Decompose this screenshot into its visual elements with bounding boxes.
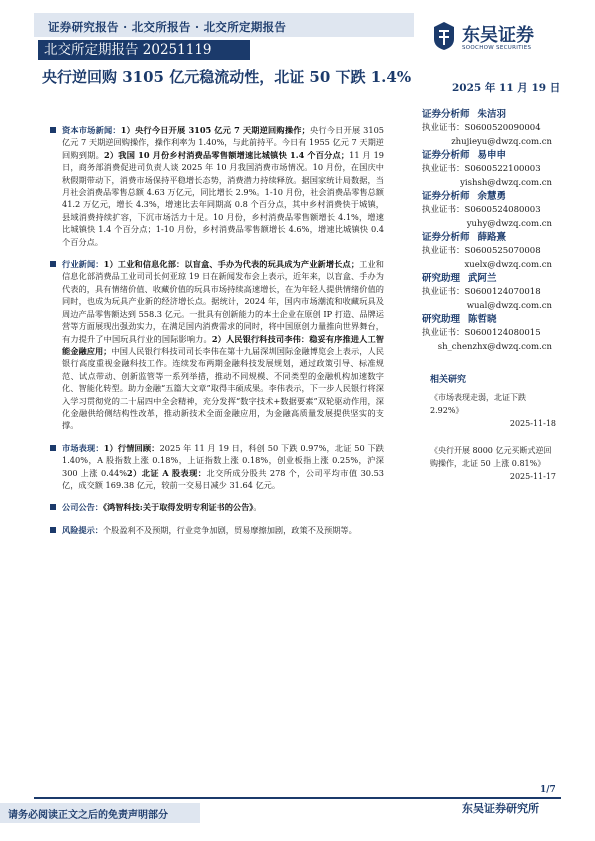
- analyst-role: 证券分析师: [422, 109, 470, 120]
- footer-company: 东吴证券研究所: [462, 802, 539, 815]
- analyst-email[interactable]: wual@dwzq.com.cn: [466, 300, 552, 311]
- related-research: [430, 374, 556, 497]
- analyst-license: 执业证书：S0600124080015: [422, 328, 541, 338]
- page-number: 1/7: [540, 785, 556, 795]
- news-text: 央行今日开展 3105 亿元 7 天期逆回购操作，操作利率为 1.40%，与此前持平。今日有 1955 亿元 7 天期逆回购到期。: [62, 125, 384, 160]
- analyst-email[interactable]: sh_chenzhx@dwzq.com.cn: [437, 341, 552, 352]
- analyst-role: 证券分析师: [422, 232, 470, 243]
- company-announcement-section: [50, 501, 384, 513]
- news-text: 个股盈利不及预期，行业竞争加剧，贸易摩擦加剧，政策不及预期等。: [102, 524, 357, 535]
- related-research-heading: 相关研究: [430, 375, 467, 385]
- bullet-square-icon: [50, 127, 56, 133]
- footer-divider: [34, 797, 561, 799]
- news-text: 工业和信息化部消费品工业司司长何亚琼 19 日在新闻发布会上表示，近年来，以盲盒、手办为代表的，具有情绪价值、收藏价值的玩具市场持续高速增长，在为年轻人提供情绪价值的同时，也成为玩具产业新的经济增长点。据统计，2024 年，国内市场潮流和收藏玩具及周边产品零售额达到 558.3 亿元。一批具有创新能力的本土企业在原创 IP 打造、品牌运营等方面展现出强劲实力，在满足国内消费需求的同时，将中国原创力量推向世界舞台，有力提升了中国玩具行业的国际影响力。: [62, 259, 384, 344]
- report-title: 央行逆回购 3105 亿元稳流动性，北证 50 下跌 1.4%: [42, 68, 412, 86]
- announcement-title: 《鸿智科技:关于取得发明专利证书的公告》: [102, 502, 254, 513]
- news-headline: 2）人民银行科技司李伟：稳妥有序推进人工智能金融应用；: [62, 333, 384, 356]
- industry-news-section: [50, 258, 384, 432]
- logo-mark-icon: [432, 21, 456, 51]
- company-logo: [432, 19, 562, 53]
- analyst-card: [422, 149, 552, 190]
- analyst-name: 武阿兰: [468, 273, 497, 284]
- market-performance-section: [50, 442, 384, 492]
- analyst-name: 易申申: [477, 150, 507, 161]
- news-headline: 1）央行今日开展 3105 亿元 7 天期逆回购操作；: [120, 125, 310, 135]
- report-tag: 北交所定期报告 20251119: [38, 40, 250, 60]
- analyst-license: 执业证书：S0600520090004: [422, 123, 541, 133]
- analyst-name: 余慧勇: [477, 191, 507, 202]
- analyst-role: 证券分析师: [422, 150, 470, 161]
- related-report-date: 2025-11-17: [509, 472, 556, 481]
- bullet-square-icon: [50, 261, 56, 267]
- analyst-card: [422, 190, 552, 231]
- analyst-role: 证券分析师: [422, 191, 470, 202]
- analyst-email[interactable]: yuhy@dwzq.com.cn: [466, 218, 552, 229]
- news-text: 中国人民银行科技司司长李伟在第十九届深圳国际金融博览会上表示，人民银行高度重视金融科技工作。连续发布两期金融科技发展规划，通过政策引导、标准规范、试点带动、创新监管等一系列举措，推动不同规模、不同类型的金融机构加速数字化、智能化转型。助力金融“五篇大文章”取得丰硕成果。李伟表示，下一步人民银行将深入学习贯彻党的二十届四中全会精神，充分发挥“数字技术+数据要素”双轮驱动作用，深化金融供给侧结构性改革，推动新技术全面金融应用，为金融高质量发展提供坚实的支撑。: [62, 345, 384, 431]
- analyst-name: 薛路熹: [477, 232, 507, 243]
- analyst-license: 执业证书：S0600524080003: [422, 205, 541, 215]
- section-label: 风险提示：: [62, 524, 103, 535]
- section-label: 资本市场新闻：: [62, 125, 121, 135]
- analyst-role: 研究助理: [422, 273, 461, 284]
- analyst-card: [422, 108, 552, 149]
- related-report-title[interactable]: 《央行开展 8000 亿元买断式逆回购操作，北证 50 上涨 0.81%》: [430, 446, 552, 468]
- related-report-date: 2025-11-18: [509, 419, 556, 428]
- news-headline: 2）我国 10 月份乡村消费品零售额增速比城镇快 1.4 个百分点；: [104, 149, 350, 160]
- section-label: 行业新闻：: [62, 259, 104, 270]
- breadcrumb: 证券研究报告 · 北交所报告 · 北交所定期报告: [48, 20, 287, 34]
- risk-warning-section: [50, 524, 384, 536]
- bullet-square-icon: [50, 504, 56, 510]
- analyst-email[interactable]: yishsh@dwzq.com.cn: [460, 177, 552, 188]
- analyst-card: [422, 231, 552, 272]
- report-date: 2025 年 11 月 19 日: [452, 82, 561, 94]
- analyst-license: 执业证书：S0600525070008: [422, 246, 541, 256]
- analyst-card: [422, 272, 552, 313]
- analyst-column: [422, 108, 552, 354]
- bullet-square-icon: [50, 527, 56, 533]
- news-text: 11 月 19 日，商务部消费促进司负责人谈 2025 年 10 月我国消费市场情况。10 月份，在国庆中秋假期带动下，消费市场保持平稳增长态势，消费潜力持续释放。据国家统计局数据，当月社会消费品零售总额 4.63 万亿元，同比增长 2.9%。1-10 月份，社会消费品零售总额 41.2 万亿元，增长 4.3%，增速比去年同期高 0.8 个百分点，其中乡村消费快于城镇，县域消费持续扩容，下沉市场活力十足。10 月份，乡村消费品零售额增长 4.1%，增速比城镇快 1.4 个百分点；1-10 月份，乡村消费品零售额增长 4.6%，增速比城镇快 0.4 个百分点。: [62, 149, 384, 247]
- news-text: 。: [253, 502, 262, 513]
- logo-subtext: SOOCHOW SECURITIES: [462, 45, 532, 51]
- news-headline: 1）工业和信息化部：以盲盒、手办为代表的玩具成为产业新增长点；: [103, 259, 360, 270]
- capital-market-news-section: [50, 124, 384, 248]
- section-label: 市场表现：: [62, 442, 104, 453]
- news-headline: 1）行情回顾：: [103, 442, 160, 453]
- analyst-card: [422, 313, 552, 354]
- news-text: 北交所成分股共 278 个，公司平均市值 30.53 亿，成交额 169.38 亿元，较前一交易日减少 31.64 亿元。: [62, 467, 385, 490]
- analyst-name: 朱洁羽: [477, 109, 507, 120]
- related-report-title[interactable]: 《市场表现走弱，北证下跌 2.92%》: [430, 393, 526, 415]
- bullet-square-icon: [50, 445, 56, 451]
- disclaimer-text: 请务必阅读正文之后的免责声明部分: [8, 810, 168, 821]
- news-text: 2025 年 11 月 19 日，科创 50 下跌 0.97%，北证 50 下跌 1.40%，A 股指数上涨 0.18%，上证指数上涨 0.18%，创业板指上涨 0.25%，沪深 300 上涨 0.44%: [62, 442, 384, 478]
- analyst-role: 研究助理: [422, 314, 461, 325]
- analyst-license: 执业证书：S0600522100003: [422, 164, 541, 174]
- analyst-email[interactable]: zhujieyu@dwzq.com.cn: [451, 136, 552, 147]
- analyst-license: 执业证书：S0600124070018: [422, 287, 541, 297]
- summary-column: [50, 124, 384, 546]
- news-headline: 2）北证 A 股表现：: [126, 467, 207, 478]
- analyst-email[interactable]: xuelx@dwzq.com.cn: [464, 259, 552, 270]
- section-label: 公司公告：: [62, 502, 103, 513]
- analyst-name: 陈哲晓: [468, 314, 497, 325]
- logo-text: 东吴证券: [462, 25, 534, 46]
